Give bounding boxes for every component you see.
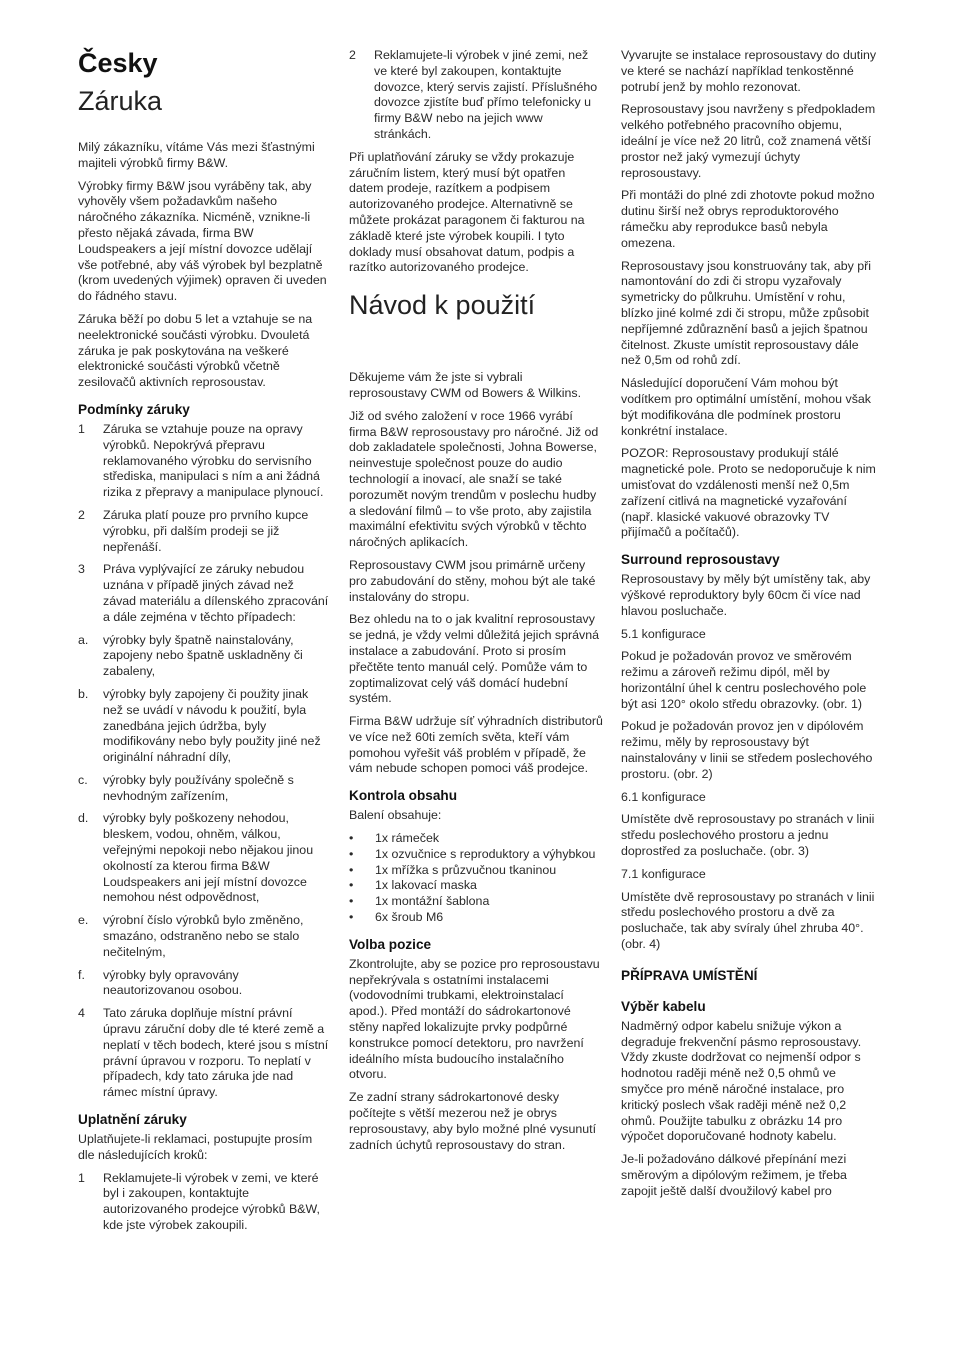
section-heading-cable: Výběr kabelu [621,998,706,1014]
config-label: 5.1 konfigurace [621,626,706,641]
paragraph: Následující doporučení Vám mohou být vodítkem pro optimální umístění, mohou však být modifikována dle podmínek prostoru konkrétní instalace. [621,376,871,438]
paragraph: Již od svého založení v roce 1966 vyrábí firma B&W reprosoustavy pro náročné. Již od dob zakladatele společnosti, Johna Bowerse, neinvestuje společnost pouze do audio technologií a inovací, ale snaží se také porozumět novým trendům v poslechu hudby a sledování filmů – to vše proto, aby zajistila maximální efektivitu svých výrobků v těchto náročných aplikacích. [349,408,599,550]
paragraph: Nadměrný odpor kabelu snižuje výkon a degraduje frekvenční pásmo reprosoustavy. Vždy zkuste dodržovat co nejmenší odpor s hodnotou raději méně než 0,5 ohmů ve smyčce pro méně náročné instalace, pro kritický poslech však raději méně než 0,2 ohmů. Použijte tabulku z obrázku 14 pro výpočet doporučované hodnoty kabelu. [621,1018,862,1144]
manual-title: Návod k použití [349,290,536,321]
paragraph: Pokud je požadován provoz ve směrovém režimu a zároveň režimu dipól, měl by horizontální úhel k centru poslechového pole být asi 120° okolo středu obrazovky. (obr. 1) [621,649,867,711]
list-item: • 1x mřížka s průzvučnou tkaninou [349,862,557,877]
list-item: • 1x lakovací maska [349,878,477,893]
paragraph: Reprosoustavy jsou navrženy s předpokladem velkého potřebného pracovního objemu, ideální je více než 20 litrů, což znamená větší prostor než jaký vymezují úchyty reprosoustavy. [621,102,876,180]
list-item: 1 Reklamujete-li výrobek v zemi, ve které byl i zakoupen, kontaktujte autorizovaného prodejce výrobků B&W, kde jste výrobek zakoupili. [78,1170,320,1233]
list-item: 4 Tato záruka doplňuje místní právní úpravu záruční doby dle té které země a neplatí v těch bodech, které jsou s místní právní úpravou v rozporu. To neplatí v případech, kdy tato záruka jde nad rámec místní úpravy. [78,1006,329,1100]
list-item: • 1x montážní šablona [349,894,490,909]
paragraph: Umístěte dvě reprosoustavy po stranách v linii středu poslechového prostoru a jednu doprostřed za posluchače. (obr. 3) [621,812,875,859]
paragraph: Reprosoustavy jsou konstruovány tak, aby při namontování do zdi či stropu vyzařovaly symetricky do půlkruhu. Umístění v rohu, blízko jiné kolmé zdi či stropu, může způsobit nepříjemné zdůraznění basů a jejich špatnou čitelnost. Zkuste umístit reprosoustavy dále než 0,5m od rohů zdí. [621,258,872,368]
paragraph: Uplatňujete-li reklamaci, postupujte prosím dle následujících kroků: [78,1132,313,1162]
list-item: • 1x ozvučnice s reproduktory a výhybkou [349,846,596,861]
section-heading-apply: Uplatnění záruky [78,1112,187,1128]
list-item: • 6x šroub M6 [349,910,444,925]
list-item: b. výrobky byly zapojeny či použity jinak než se uvádí v návodu k použití, byla zanedbána jejich údržba, byly modifikovány nebo byly použity jiné než originální náhradní díly, [78,686,321,765]
paragraph: Umístěte dvě reprosoustavy po stranách v linii středu poslechového prostoru a dvě za posluchače, tak aby svíraly úhel zhruba 40°. (obr. 4) [621,889,875,952]
paragraph: Reprosoustavy CWM jsou primárně určeny pro zabudování do stěny, mohou být ale také instalovány do stropu. [349,557,596,604]
section-heading-prep: PŘÍPRAVA UMÍSTĚNÍ [621,967,758,983]
paragraph: Zkontrolujte, aby se pozice pro reprosoustavu nepřekrývala s ostatními instalacemi (vodovodními trubkami, elektroinstalací apod.). Před montáží do sádrokartonové stěny napřed lokalizujte prvky podpůrné konstrukce pomocí detektoru, pro navržení ideálního místa budoucího instalačního otvoru. [349,956,600,1082]
contents-list [349,831,603,926]
config-label: 6.1 konfigurace [621,789,706,804]
list-item: c. výrobky byly používány společně s nevhodným zařízením, [78,772,294,803]
paragraph: Při uplatňování záruky se vždy prokazuje záručním listem, který musí být opatřen datem prodeje, razítkem a podpisem autorizovaného prodejce. Alternativně se můžete prokázat paragonem či fakturou na základě které jste výrobek koupili. I tyto doklady musí obsahovat datum, podpis a razítko autorizovaného prodejce. [349,149,585,275]
column-3 [621,48,877,1207]
column-2 [349,48,603,1160]
list-item: a. výrobky byly špatně nainstalovány, zapojeny nebo špatně uskladněny či zabaleny, [78,632,303,679]
section-heading-contents: Kontrola obsahu [349,788,457,804]
list-item: f. výrobky byly opravovány neautorizovanou osobou. [78,967,243,998]
paragraph: Ze zadní strany sádrokartonové desky počítejte s větší mezerou než je obrys reprosoustavy, aby bylo možné plné vysunutí zadních úchytů reprosoustavy do stran. [349,1090,597,1152]
language-heading: Česky [78,48,158,78]
list-item: 1 Záruka se vztahuje pouze na opravy výrobků. Nepokrývá přepravu reklamovaného výrobku do servisního střediska, manipulaci s ním a ani žádná rizika z přepravy a manipulace plynoucí. [78,421,324,500]
list-item: e. výrobní číslo výrobků bylo změněno, smazáno, odstraněno nebo se stalo nečitelným, [78,913,304,959]
paragraph: Při montáži do plné zdi zhotovte pokud možno dutinu širší než obrys reproduktorového rámečku aby reprodukce basů nebyla omezena. [621,188,875,250]
paragraph: Děkujeme vám že jste si vybrali reprosoustavy CWM od Bowers & Wilkins. [349,370,582,400]
paragraph: Reprosoustavy by měly být umístěny tak, aby výškové reproduktory byly 60cm či více nad hlavou posluchače. [621,572,871,618]
section-heading-conditions: Podmínky záruky [78,401,190,417]
paragraph: Balení obsahuje: [349,808,442,823]
conditions-list [78,422,330,1101]
paragraph: Firma B&W udržuje síť výhradních distributorů ve více než 60ti zemích světa, kteří vám pomohou vyřešit váš problém v případě, že vám nebude schopen pomoci váš prodejce. [349,714,603,776]
paragraph: POZOR: Reprosoustavy produkují stálé magnetické pole. Proto se nedoporučuje k nim umisťovat do vzdálenosti menší než 0,5m zařízení citlivá na magnetické vyzařování (např. klasické vakuové obrazovky TV přijímačů a počítačů). [621,446,876,540]
list-item: 2 Reklamujete-li výrobek v jiné zemi, než ve které byl zakoupen, kontaktujte dovozce, který servis zajistí. Příslušného dovozce zjistíte buď přímo telefonicky u firmy B&W nebo na jejich www stránkách. [349,48,598,141]
list-item: • 1x rámeček [349,831,440,846]
list-item: 2 Záruka platí pouze pro prvního kupce výrobku, při dalším prodeji se již nepřenáší. [78,507,309,554]
list-item: d. výrobky byly poškozeny nehodou, bleskem, vodou, ohněm, válkou, veřejnými nepokoji nebo nějakou jinou okolností za kterou firma B&W Loudspeakers ani její místní dovozce nemohou nést odpovědnost, [78,811,314,905]
config-label: 7.1 konfigurace [621,866,706,881]
paragraph: Milý zákazníku, vítáme Vás mezi šťastnými majiteli výrobků firmy B&W. [78,140,315,170]
paragraph: Pokud je požadován provoz jen v dipólovém režimu, měly by reprosoustavy být nainstalovány v linii se středem poslechového prostoru. (obr. 2) [621,719,873,781]
warranty-title: Záruka [78,86,163,116]
paragraph: Je-li požadováno dálkové přepínání mezi směrovým a dipólovým režimem, je třeba zapojit ještě další dvoužilový kabel pro [621,1152,847,1198]
paragraph: Záruka běží po dobu 5 let a vztahuje se na neelektronické součásti výrobku. Dvouletá záruka je pak poskytována na veškeré elektronické součásti výrobků včetně zesilovačů aktivních reprosoustav. [78,311,313,390]
section-heading-position: Volba pozice [349,936,432,952]
column-1 [78,44,330,1241]
list-item: 3 Práva vyplývající ze záruky nebudou uznána v případě jiných závad než závad materiálu a dílenského zpracování a dále zejména v těchto případech: [78,562,329,624]
paragraph: Výrobky firmy B&W jsou vyráběny tak, aby vyhověly všem požadavkům našeho náročného zákazníka. Nicméně, vznikne-li přesto nějaká závada, firma BW Loudspeakers a její místní dovozce udělají vše potřebné, aby váš výrobek byl bezplatně (krom uvedených výjimek) opraven či uveden do řádného stavu. [78,178,327,304]
section-heading-surround: Surround reprosoustavy [621,552,780,568]
paragraph: Vyvarujte se instalace reprosoustavy do dutiny ve které se nachází například tenkostěnné potrubí jenž by mohlo rezonovat. [621,48,877,94]
paragraph: Bez ohledu na to o jak kvalitní reprosoustavy se jedná, je vždy velmi důležitá jejich správná instalace a zabudování. Proto si prosím přečtěte tento manuál celý. Pomůže vám to zoptimalizovat celý váš domácí hudební systém. [349,612,600,706]
